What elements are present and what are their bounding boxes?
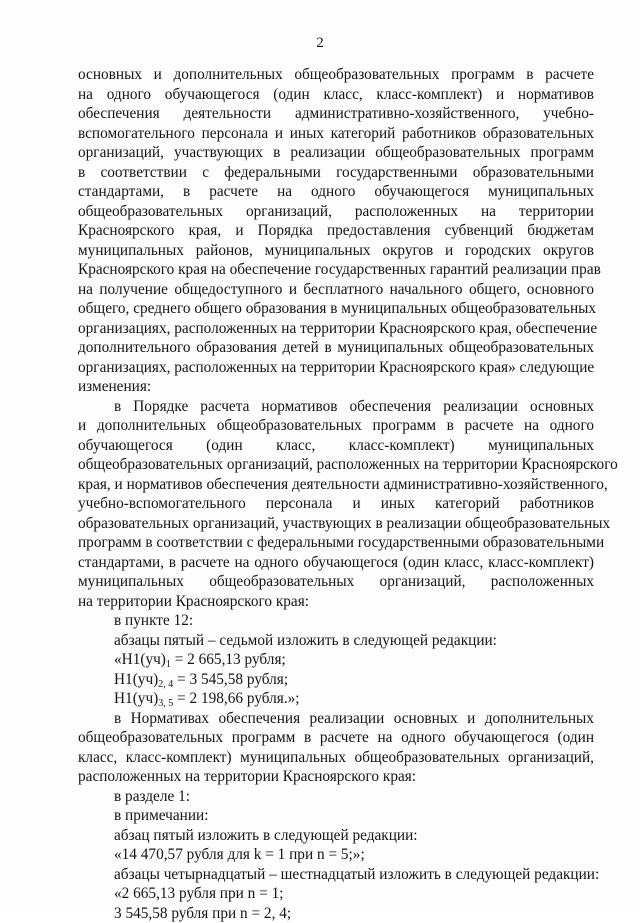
value-line: «2 665,13 рубля при n = 1;: [78, 884, 594, 904]
paragraph-intro: [78, 65, 594, 397]
item-paragraphs-5-7: абзацы пятый – седьмой изложить в следующей редакции:: [78, 631, 594, 651]
text-line: муниципальных районов, муниципальных округов и городских округов: [78, 241, 594, 261]
text-line: Красноярского края, и Порядка предоставления субвенций бюджетам: [78, 221, 594, 241]
text-line: на территории Красноярского края:: [78, 592, 594, 612]
formula-line-2: [78, 670, 594, 690]
item-point-12: в пункте 12:: [78, 611, 594, 631]
text-line: в Нормативах обеспечения реализации основных и дополнительных: [78, 709, 594, 729]
text-line: края, и нормативов обеспечения деятельности административно-хозяйственного,: [78, 475, 594, 495]
value-line: 3 545,58 рубля при n = 2, 4;: [78, 904, 594, 923]
formula-value: = 3 545,58 рубля;: [173, 671, 288, 688]
text-line: и дополнительных общеобразовательных программ в расчете на одного: [78, 416, 594, 436]
formula-value: = 2 198,66 рубля.»;: [173, 690, 299, 707]
formula-name: «Н1(уч): [114, 651, 166, 668]
text-line: Красноярского края на обеспечение государственных гарантий реализации прав: [78, 260, 594, 280]
item-section-1: в разделе 1:: [78, 787, 594, 807]
text-line: в Порядке расчета нормативов обеспечения реализации основных: [78, 397, 594, 417]
text-line: основных и дополнительных общеобразовательных программ в расчете: [78, 65, 594, 85]
text-line: программ в соответствии с федеральными государственными образовательными: [78, 533, 594, 553]
text-line: организациях, расположенных на территории Красноярского края» следующие: [78, 358, 594, 378]
text-line: учебно-вспомогательного персонала и иных категорий работников: [78, 494, 594, 514]
text-line: стандартами, в расчете на одного обучающегося муниципальных: [78, 182, 594, 202]
formula-name: Н1(уч): [114, 690, 158, 707]
text-line: образовательных организаций, участвующих в реализации общеобразовательных: [78, 514, 594, 534]
formula-name: Н1(уч): [114, 671, 158, 688]
text-line: стандартами, в расчете на одного обучающегося (один класс, класс-комплект): [78, 553, 594, 573]
text-line: общеобразовательных программ в расчете на одного обучающегося (один: [78, 728, 594, 748]
text-line: расположенных на территории Красноярского края:: [78, 767, 594, 787]
text-line: муниципальных общеобразовательных организаций, расположенных: [78, 572, 594, 592]
formula-line-3: [78, 689, 594, 709]
paragraph-procedure: [78, 397, 594, 612]
text-line: общего, среднего общего образования в муниципальных общеобразовательных: [78, 299, 594, 319]
text-line: общеобразовательных организаций, расположенных на территории: [78, 202, 594, 222]
item-note: в примечании:: [78, 806, 594, 826]
page-number: 2: [0, 35, 640, 52]
text-line: вспомогательного персонала и иных категорий работников образовательных: [78, 124, 594, 144]
text-line: общеобразовательных организаций, расположенных на территории Красноярского: [78, 455, 594, 475]
text-line: на одного обучающегося (один класс, класс-комплект) и нормативов: [78, 85, 594, 105]
text-line: организаций, участвующих в реализации общеобразовательных программ: [78, 143, 594, 163]
text-line: класс, класс-комплект) муниципальных общеобразовательных организаций,: [78, 748, 594, 768]
formula-subscript: 1: [166, 659, 171, 670]
formula-subscript: 3, 5: [158, 698, 173, 709]
text-line: организациях, расположенных на территории Красноярского края, обеспечение: [78, 319, 594, 339]
item-paragraph-5: абзац пятый изложить в следующей редакции:: [78, 826, 594, 846]
paragraph-norms: [78, 709, 594, 787]
text-line: обеспечения деятельности административно-хозяйственного, учебно-: [78, 104, 594, 124]
text-line: на получение общедоступного и бесплатного начального общего, основного: [78, 280, 594, 300]
formula-line-1: [78, 650, 594, 670]
document-body: [78, 65, 594, 923]
text-line: обучающегося (один класс, класс-комплект) муниципальных: [78, 436, 594, 456]
text-line: в соответствии с федеральными государственными образовательными: [78, 163, 594, 183]
formula-value: = 2 665,13 рубля;: [171, 651, 286, 668]
text-line: дополнительного образования детей в муниципальных общеобразовательных: [78, 338, 594, 358]
text-line: изменения:: [78, 377, 594, 397]
value-line: «14 470,57 рубля для k = 1 при n = 5;»;: [78, 845, 594, 865]
item-paragraphs-14-16: абзацы четырнадцатый – шестнадцатый изложить в следующей редакции:: [78, 865, 594, 885]
formula-subscript: 2, 4: [158, 679, 173, 690]
